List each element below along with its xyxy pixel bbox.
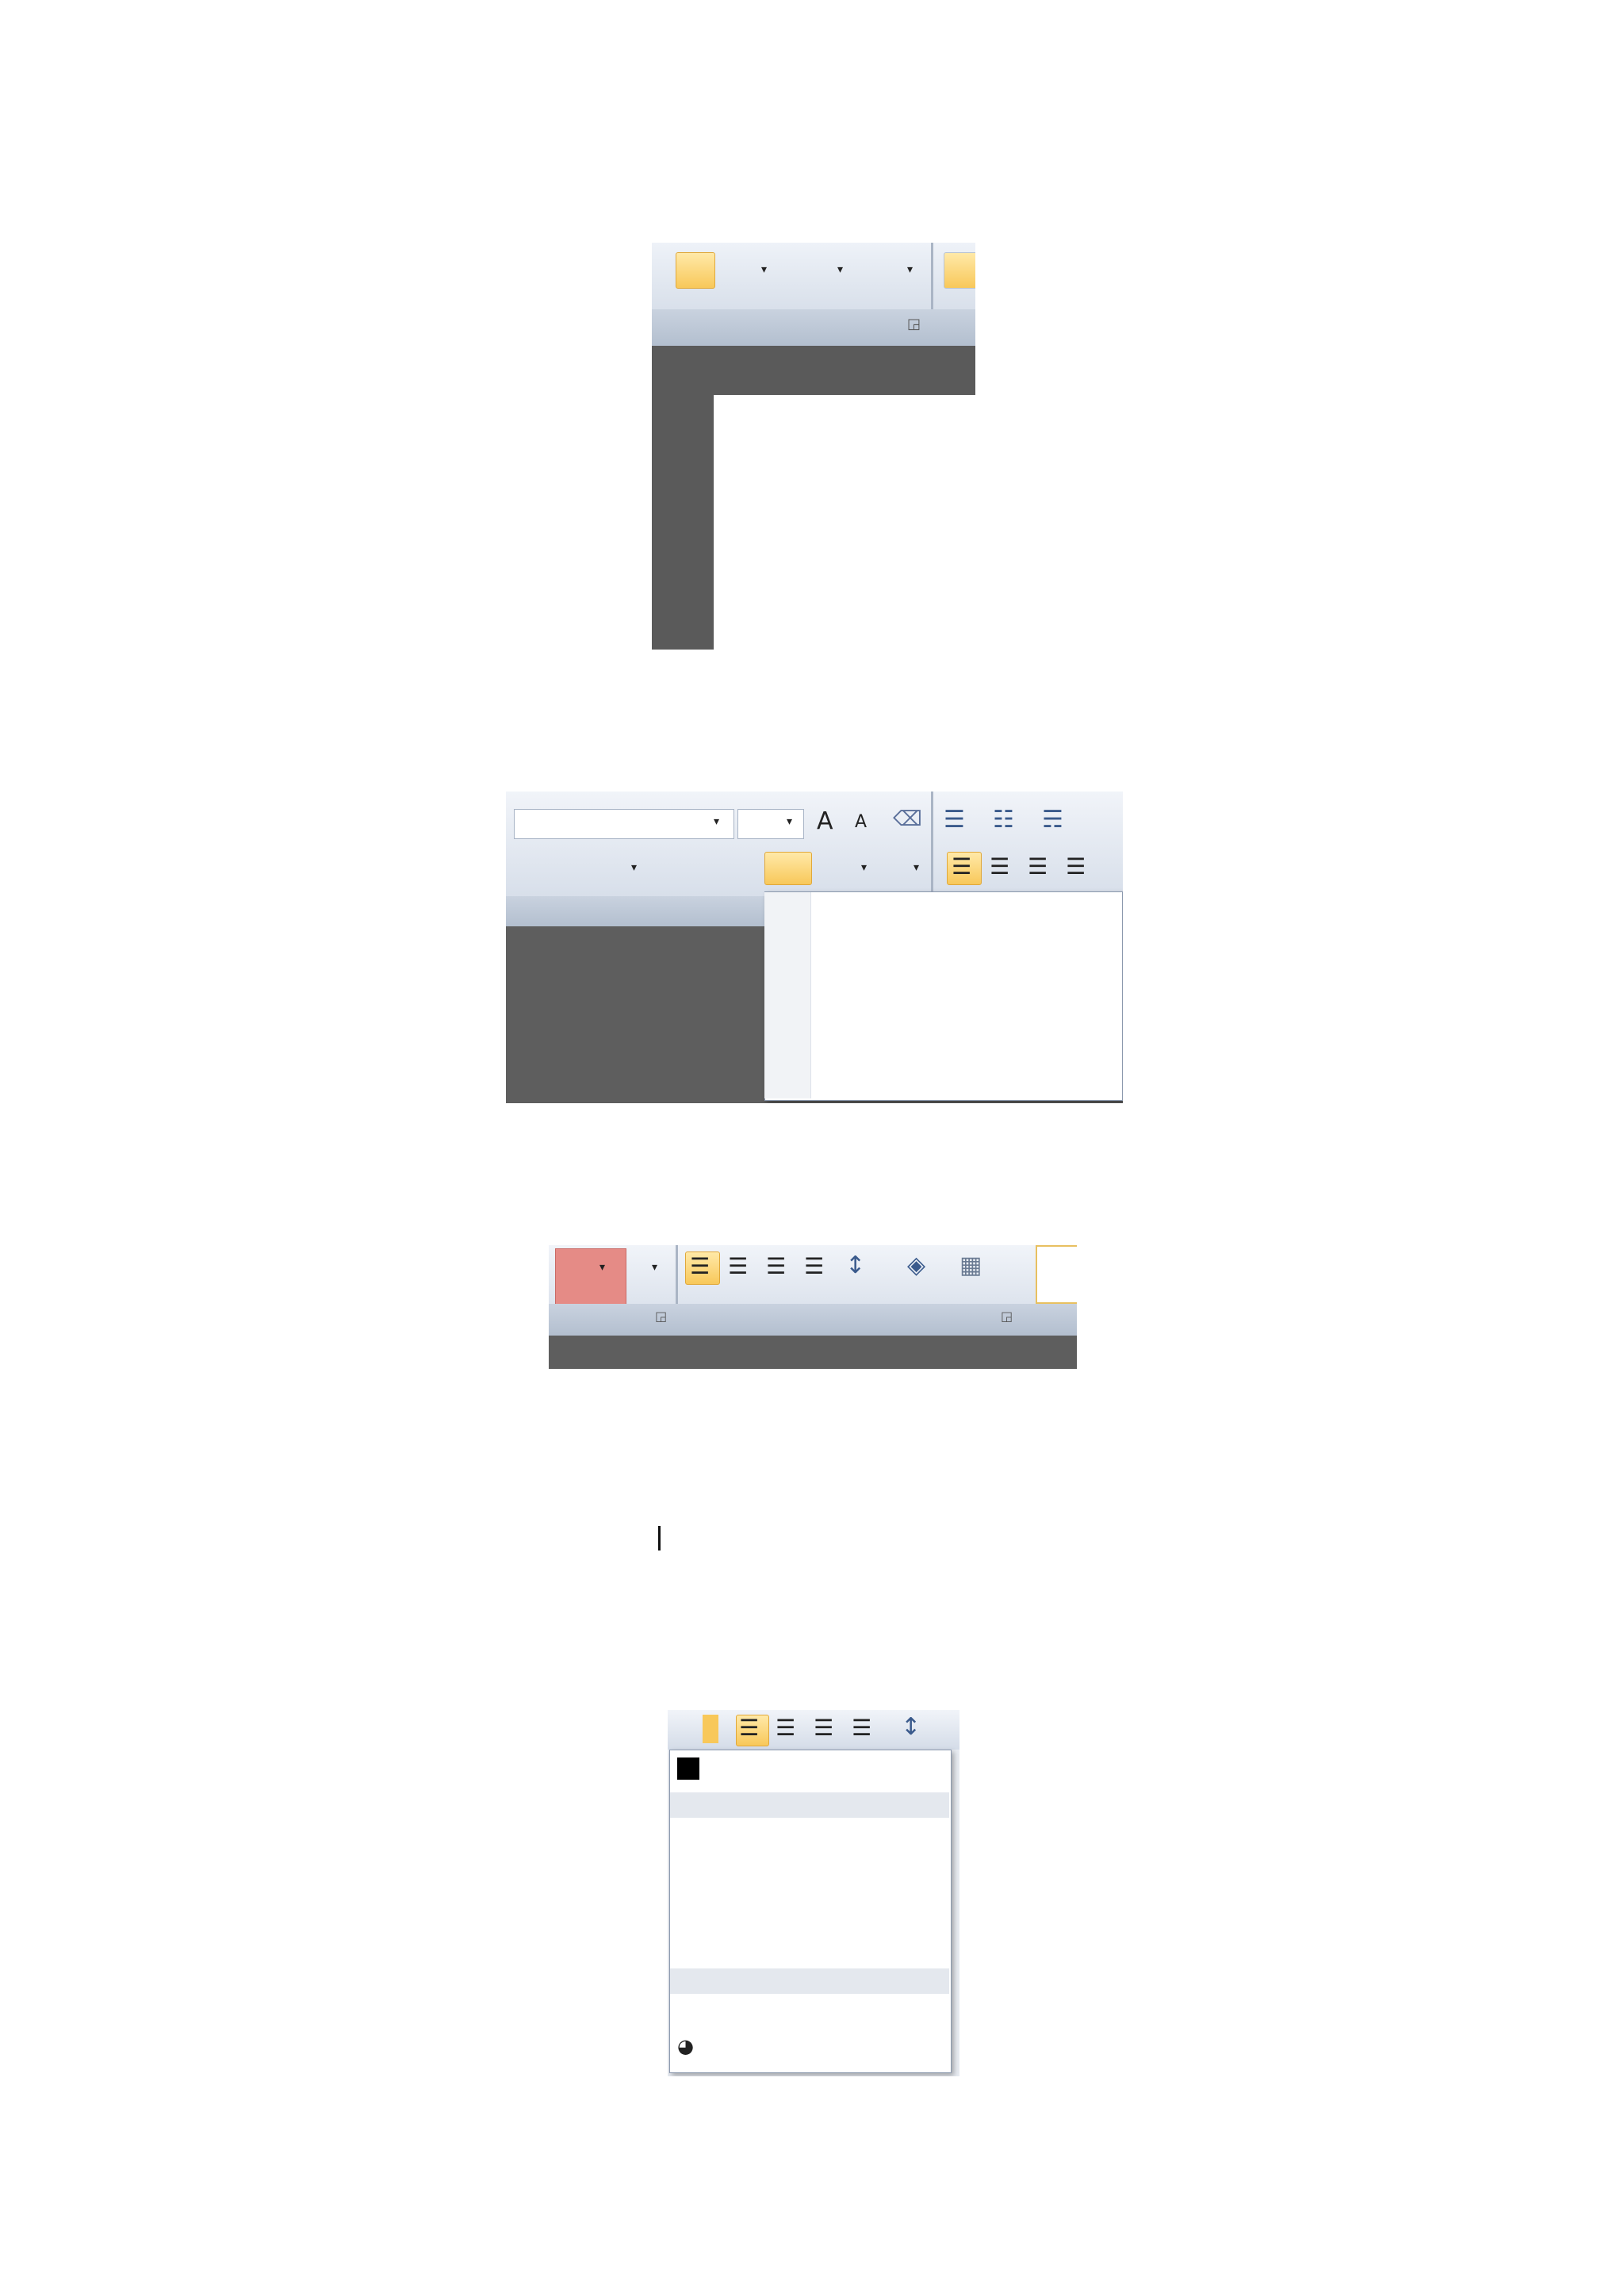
chevron-down-icon[interactable]: ▾ bbox=[599, 1261, 606, 1274]
align-center-icon[interactable]: ☰ bbox=[776, 1715, 796, 1741]
case-menu bbox=[764, 891, 1123, 1101]
dialog-launcher-icon[interactable]: ◲ bbox=[907, 316, 921, 332]
align-right-icon[interactable]: ☰ bbox=[1028, 853, 1048, 880]
clear-format-icon[interactable]: ⌫ bbox=[893, 807, 922, 831]
dialog-launcher-icon[interactable]: ◲ bbox=[655, 1309, 668, 1324]
align-center-icon[interactable]: ☰ bbox=[728, 1253, 749, 1279]
align-left-icon: ☰ bbox=[952, 853, 972, 880]
font-size-box[interactable] bbox=[737, 809, 804, 839]
align-left-icon: ☰ bbox=[739, 1715, 760, 1741]
chevron-down-icon[interactable]: ▾ bbox=[631, 861, 638, 874]
chevron-down-icon[interactable]: ▾ bbox=[837, 263, 844, 276]
numbering-icon[interactable]: ☷ bbox=[993, 806, 1014, 834]
screenshot-font-color bbox=[668, 1710, 959, 2076]
line-spacing-icon[interactable]: ↕ bbox=[901, 1713, 921, 1741]
palette-icon: ◕ bbox=[677, 2035, 694, 2057]
chevron-down-icon[interactable]: ▾ bbox=[652, 1261, 658, 1274]
shrink-font-icon[interactable]: A bbox=[855, 812, 868, 832]
align-left-icon: ☰ bbox=[690, 1253, 710, 1279]
group-footer bbox=[549, 1304, 1077, 1336]
justify-icon[interactable]: ☰ bbox=[804, 1253, 825, 1279]
font-name-box[interactable] bbox=[514, 809, 734, 839]
chevron-down-icon[interactable]: ▾ bbox=[914, 861, 920, 874]
align-right-icon[interactable]: ☰ bbox=[814, 1715, 834, 1741]
change-case-button[interactable] bbox=[764, 852, 812, 885]
grow-font-icon[interactable]: A bbox=[817, 807, 833, 835]
justify-icon[interactable]: ☰ bbox=[1066, 853, 1086, 880]
chevron-down-icon[interactable]: ▾ bbox=[907, 263, 914, 276]
auto-color-swatch[interactable] bbox=[677, 1757, 699, 1780]
align-right-icon[interactable]: ☰ bbox=[766, 1253, 787, 1279]
standard-header bbox=[670, 1968, 949, 1994]
screenshot-highlight bbox=[549, 1245, 1077, 1369]
borders-icon[interactable]: ▦ bbox=[959, 1251, 982, 1279]
chevron-down-icon[interactable]: ▾ bbox=[861, 861, 868, 874]
menu-gutter bbox=[764, 892, 811, 1098]
highlight-sample-text bbox=[657, 1526, 661, 1550]
text-cursor bbox=[658, 1526, 661, 1550]
shading-icon[interactable]: ◈ bbox=[907, 1251, 926, 1279]
align-center-icon[interactable]: ☰ bbox=[990, 853, 1010, 880]
line-spacing-icon[interactable]: ↕ bbox=[845, 1251, 866, 1279]
theme-header bbox=[670, 1792, 949, 1818]
group-footer bbox=[652, 309, 975, 346]
highlight-button[interactable] bbox=[555, 1248, 626, 1309]
chevron-down-icon[interactable]: ▾ bbox=[761, 263, 768, 276]
chevron-down-icon[interactable] bbox=[703, 1715, 718, 1743]
chevron-down-icon[interactable]: ▾ bbox=[787, 815, 793, 828]
multilevel-list-icon[interactable]: ☴ bbox=[1042, 806, 1063, 834]
dialog-launcher-icon[interactable]: ◲ bbox=[1001, 1309, 1013, 1324]
styles-box[interactable] bbox=[1036, 1245, 1077, 1304]
group-footer bbox=[506, 896, 768, 926]
screenshot-change-case bbox=[506, 792, 1123, 1103]
page-area bbox=[714, 395, 975, 650]
chevron-down-icon[interactable]: ▾ bbox=[714, 815, 720, 828]
justify-icon[interactable]: ☰ bbox=[852, 1715, 872, 1741]
bullets-icon[interactable]: ☰ bbox=[944, 806, 965, 834]
justify-button[interactable] bbox=[944, 252, 975, 289]
superscript-button[interactable] bbox=[676, 252, 715, 289]
screenshot-superscript bbox=[652, 243, 975, 650]
